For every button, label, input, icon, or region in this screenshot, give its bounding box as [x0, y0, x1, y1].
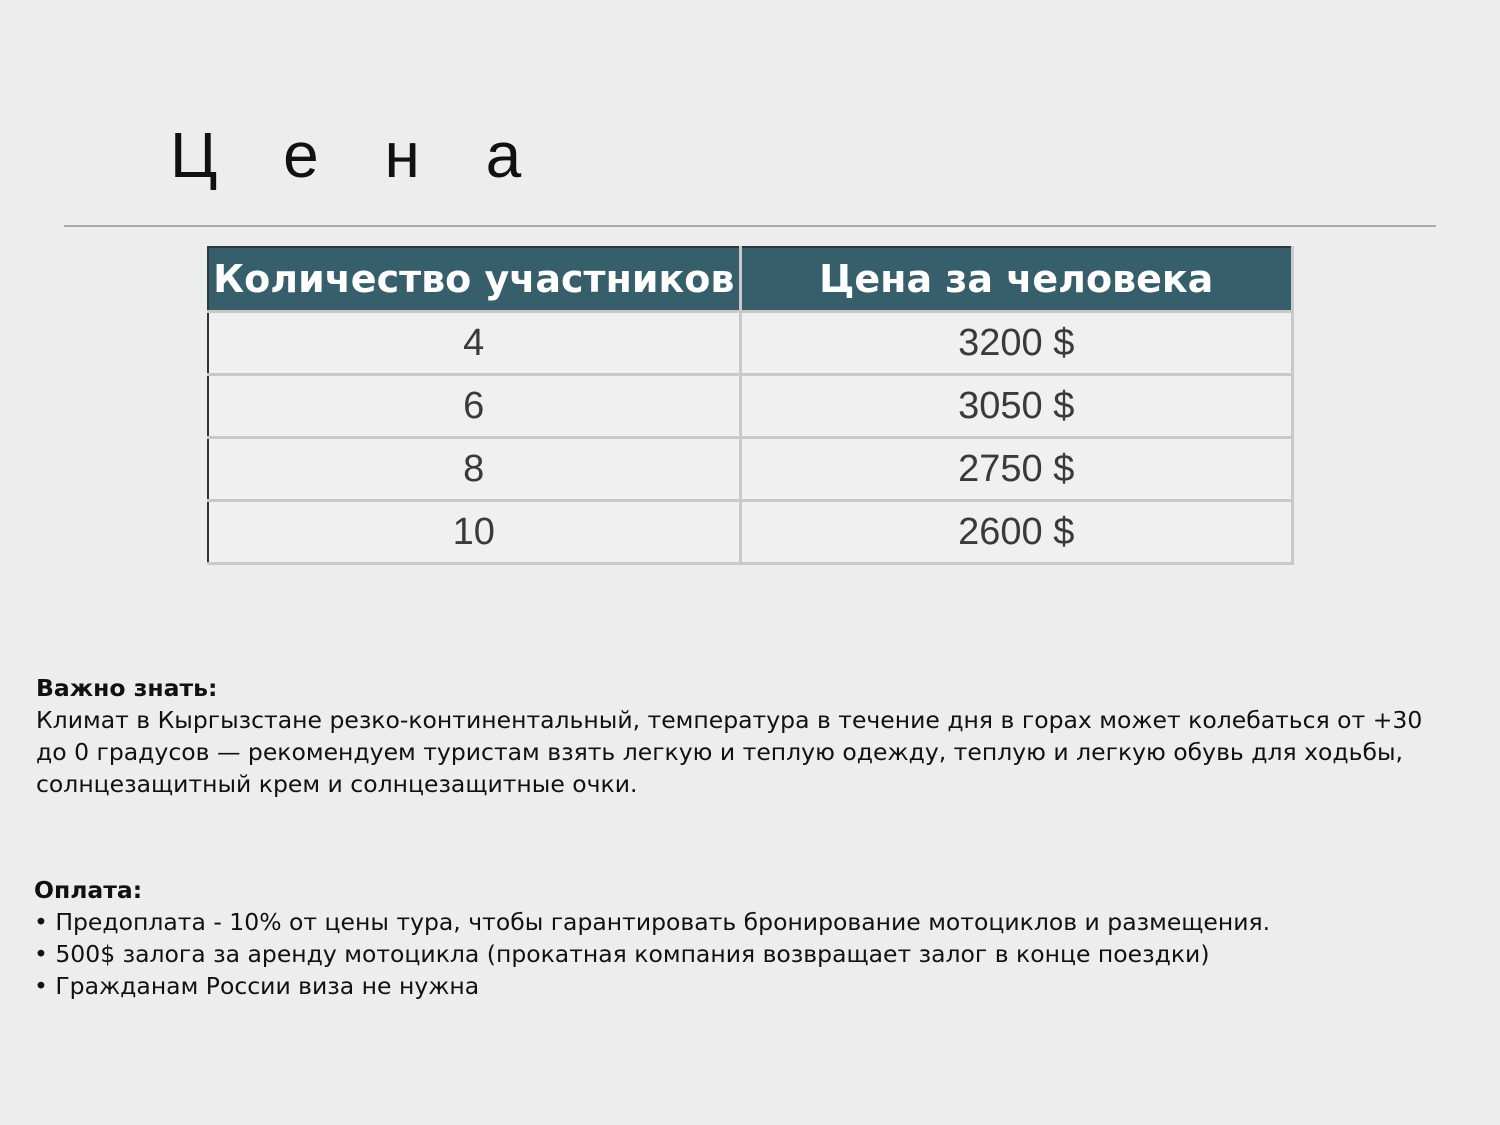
participants-cell: 4	[208, 312, 740, 375]
column-header-price: Цена за человека	[740, 247, 1293, 312]
table-row	[208, 375, 1293, 438]
participants-cell: 10	[208, 501, 740, 564]
table-header-row	[208, 247, 1293, 312]
important-section	[36, 672, 1456, 800]
payment-item: • 500$ залога за аренду мотоцикла (прокатная компания возвращает залог в конце поездки)	[34, 938, 1454, 970]
page-title: Ц е н а	[170, 119, 546, 191]
title-divider	[64, 225, 1436, 227]
participants-cell: 6	[208, 375, 740, 438]
payment-heading: Оплата:	[34, 876, 143, 904]
participants-cell: 8	[208, 438, 740, 501]
payment-section	[34, 874, 1454, 1002]
table-row	[208, 438, 1293, 501]
payment-item: • Гражданам России виза не нужна	[34, 970, 1454, 1002]
payment-item: • Предоплата - 10% от цены тура, чтобы гарантировать бронирование мотоциклов и размещения.	[34, 906, 1454, 938]
table-row	[208, 312, 1293, 375]
price-cell: 3200 $	[740, 312, 1293, 375]
price-cell: 2600 $	[740, 501, 1293, 564]
important-heading: Важно знать:	[36, 674, 218, 702]
column-header-participants: Количество участников	[208, 247, 740, 312]
price-table	[207, 246, 1294, 565]
price-cell: 2750 $	[740, 438, 1293, 501]
table-row	[208, 501, 1293, 564]
important-text: Климат в Кыргызстане резко-континентальный, температура в течение дня в горах может колебаться от +30 до 0 градусов — рекомендуем туристам взять легкую и теплую одежду, теплую и легкую обувь для ходьбы, солнцезащитный крем и солнцезащитные очки.	[36, 706, 1423, 798]
price-cell: 3050 $	[740, 375, 1293, 438]
